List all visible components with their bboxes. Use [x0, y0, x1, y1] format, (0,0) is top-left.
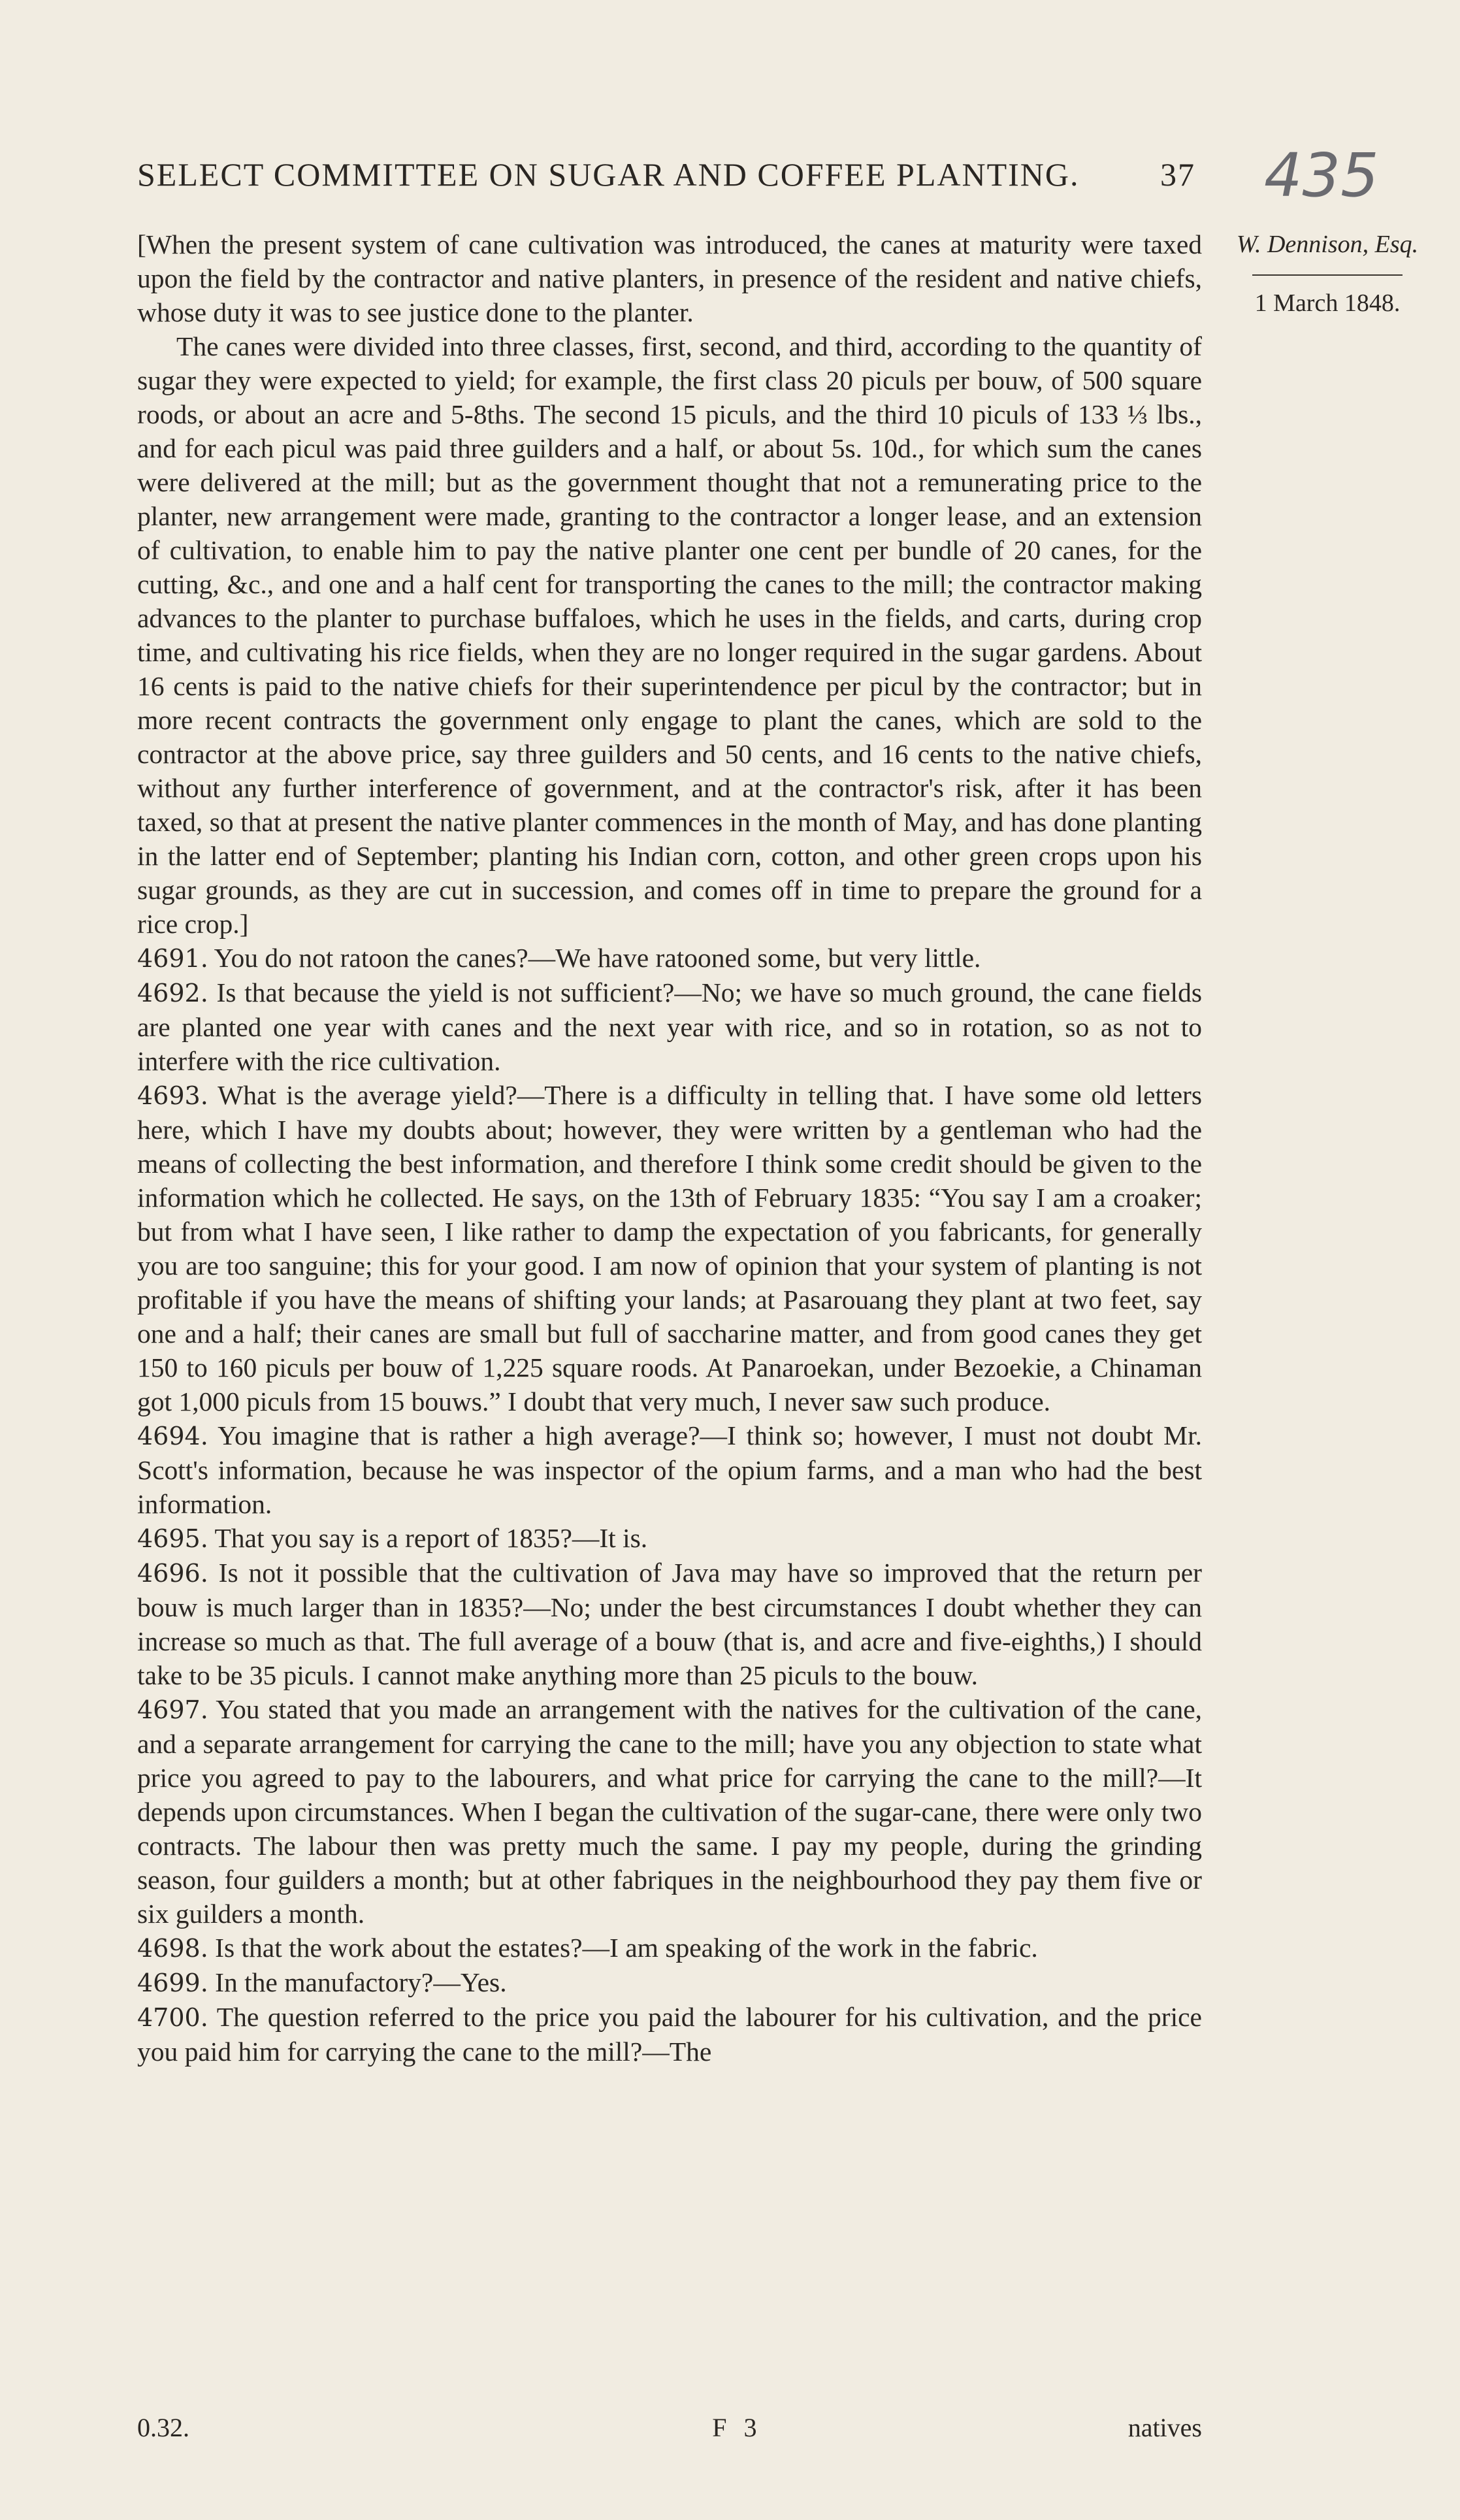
paragraph-text: Is that because the yield is not sufficient?—No; we have so much ground, the cane fields are planted one year with canes and the next year with rice, and so in rotation, so as not to interfere with the rice cultivation. [137, 977, 1202, 1076]
paragraph-text: You stated that you made an arrangement with the natives for the cultivation of the cane, and a separate arrangement for carrying the cane to the mill; have you any objection to state what price you agreed to pay to the labourers, and what price for carrying the cane to the mill?—It depends upon circumstances. When I began the cultivation of the sugar-cane, there were only two contracts. The labour then was pretty much the same. I pay my people, during the grinding season, four guilders a month; but at other fabriques in the neighbourhood they pay them five or six guilders a month. [137, 1694, 1202, 1929]
question-number: 4695. [137, 1524, 208, 1553]
question-paragraph [137, 1556, 1202, 1692]
signature-mark: F 3 [712, 2413, 762, 2442]
paragraph-text: You imagine that is rather a high average?—I think so; however, I must not doubt Mr. Scott's information, because he was inspector of the opium farms, and a man who had the best information. [137, 1420, 1202, 1519]
question-paragraph [137, 975, 1202, 1078]
question-number: 4699. [137, 1969, 208, 1997]
question-paragraph [137, 1418, 1202, 1521]
question-number: 4693. [137, 1081, 208, 1110]
question-number: 4697. [137, 1695, 208, 1724]
question-number: 4691. [137, 944, 208, 973]
witness-name: W. Dennison, Esq. [1236, 231, 1419, 258]
witness-date: 1 March 1848. [1254, 289, 1401, 317]
paragraph-text: Is that the work about the estates?—I am speaking of the work in the fabric. [215, 1933, 1038, 1963]
question-paragraph [137, 1692, 1202, 1931]
paragraph-text: The canes were divided into three classes, first, second, and third, according to the quantity of sugar they were expected to yield; for example, the first class 20 piculs per bouw, of 500 square roods, or about an acre and 5-8ths. The second 15 piculs, and the third 10 piculs of 133 ⅓ lbs., and for each picul was paid three guilders and a half, or about 5s. 10d., for which sum the canes were delivered at the mill; but as the government thought that not a remunerating price to the planter, new arrangement were made, granting to the contractor a longer lease, and an extension of cultivation, to enable him to pay the native planter one cent per bundle of 20 canes, for the cutting, &c., and one and a half cent for transporting the canes to the mill; the contractor making advances to the planter to purchase buffaloes, which he uses in the fields, and carts, during crop time, and cultivating his rice fields, when they are no longer required in the sugar gardens. About 16 cents is paid to the native chiefs for their superintendence per picul by the contractor; but in more recent contracts the government only engage to plant the canes, which are sold to the contractor at the above price, say three guilders and 50 cents, and 16 cents to the native chiefs, without any further interference of government, and at the contractor's risk, after it has been taxed, so that at present the native planter commences in the month of May, and has done planting in the latter end of September; planting his Indian corn, cotton, and other green crops upon his sugar grounds, as they are cut in succession, and comes off in time to prepare the ground for a rice crop.] [137, 331, 1202, 939]
question-paragraph [137, 1965, 1202, 2000]
paragraph-text: [When the present system of cane cultivation was introduced, the canes at maturity were taxed upon the field by the contractor and native planters, in presence of the resident and native chiefs, whose duty it was to see justice done to the planter. [137, 229, 1202, 327]
paragraph-text: What is the average yield?—There is a difficulty in telling that. I have some old letters here, which I have my doubts about; however, they were written by a gentleman who had the means of collecting the best information, and therefore I think some credit should be given to the information which he collected. He says, on the 13th of February 1835: “You say I am a croaker; but from what I have seen, I like rather to damp the expectation of you fabricants, for generally you are too sanguine; this for your good. I am now of opinion that your system of planting is not profitable if you have the means of shifting your lands; at Pasarouang they plant at two feet, say one and a half; their canes are small but full of saccharine matter, and from good canes they get 150 to 160 piculs per bouw of 1,225 square roods. At Panaroekan, under Bezoekie, a Chinaman got 1,000 piculs from 15 bouws.” I doubt that very much, I never saw such produce. [137, 1080, 1202, 1416]
question-paragraph [137, 1078, 1202, 1418]
pencil-folio-number: 435 [1264, 140, 1379, 210]
question-number: 4700. [137, 2003, 208, 2032]
page-number: 37 [1160, 156, 1195, 193]
question-paragraph [137, 1931, 1202, 1965]
running-header [137, 155, 1195, 193]
question-paragraph [137, 941, 1202, 975]
main-text [137, 227, 1202, 2069]
paragraph-text: In the manufactory?—Yes. [215, 1967, 507, 1997]
witness-sidenote [1216, 230, 1438, 318]
header-title: SELECT COMMITTEE ON SUGAR AND COFFEE PLANTING. [137, 156, 1080, 193]
paragraph-text: That you say is a report of 1835?—It is. [214, 1523, 648, 1553]
question-number: 4692. [137, 979, 208, 1007]
footer-reference: 0.32. [137, 2413, 189, 2442]
sidenote-rule [1252, 274, 1403, 276]
question-number: 4698. [137, 1934, 208, 1963]
paragraph-text: You do not ratoon the canes?—We have ratooned some, but very little. [214, 943, 981, 973]
page-footer [137, 2412, 1202, 2443]
question-paragraph [137, 1521, 1202, 1556]
paragraph [137, 227, 1202, 329]
paragraph [137, 329, 1202, 941]
catchword: natives [1127, 2413, 1202, 2442]
question-paragraph [137, 2000, 1202, 2069]
paragraph-text: Is not it possible that the cultivation of Java may have so improved that the return per bouw is much larger than in 1835?—No; under the best circumstances I doubt whether they can increase so much as that. The full average of a bouw (that is, and acre and five-eighths,) I should take to be 35 piculs. I cannot make anything more than 25 piculs to the bouw. [137, 1558, 1203, 1690]
question-number: 4694. [137, 1422, 208, 1450]
question-number: 4696. [137, 1559, 208, 1588]
paragraph-text: The question referred to the price you paid the labourer for his cultivation, and the price you paid him for carrying the cane to the mill?—The [137, 2002, 1202, 2067]
